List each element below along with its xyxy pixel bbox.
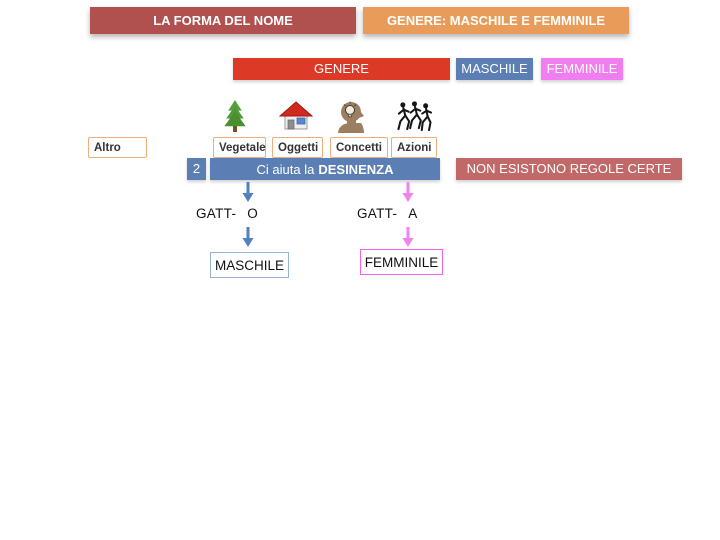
- down-arrow-pink-icon: [401, 182, 415, 202]
- desinenza-bar-text: Ci aiuta la: [256, 161, 315, 177]
- house-icon: [279, 100, 313, 133]
- category-label-altro: Altro: [88, 137, 147, 158]
- maschile-result-box: MASCHILE: [210, 252, 289, 278]
- desinenza-bar: [210, 158, 440, 180]
- category-label-azioni: Azioni: [391, 137, 437, 158]
- thinking-head-icon: [335, 100, 369, 133]
- masculine-root: GATT-: [196, 206, 237, 221]
- category-label-vegetale: Vegetale: [213, 137, 266, 158]
- masculine-ending: O: [247, 206, 259, 221]
- running-people-icon: [396, 100, 432, 133]
- step-number-badge: 2: [187, 158, 206, 180]
- category-label-oggetti: Oggetti: [272, 137, 323, 158]
- title-la-forma-del-nome: LA FORMA DEL NOME: [90, 7, 356, 34]
- feminine-ending: A: [408, 206, 418, 221]
- note-no-rules-bar: NON ESISTONO REGOLE CERTE: [456, 158, 682, 180]
- down-arrow-blue-icon: [241, 182, 255, 202]
- masculine-example: [196, 206, 258, 221]
- down-arrow-blue-icon: [241, 227, 255, 247]
- feminine-root: GATT-: [357, 206, 398, 221]
- femminile-chip: FEMMINILE: [541, 58, 623, 80]
- feminine-example: [357, 206, 418, 221]
- femminile-result-box: FEMMINILE: [360, 249, 443, 275]
- genere-bar: GENERE: [233, 58, 450, 80]
- title-genere-maschile-femminile: GENERE: MASCHILE E FEMMINILE: [363, 7, 629, 34]
- maschile-chip: MASCHILE: [456, 58, 533, 80]
- down-arrow-pink-icon: [401, 227, 415, 247]
- desinenza-bar-keyword: DESINENZA: [318, 161, 394, 177]
- category-label-concetti: Concetti: [330, 137, 388, 158]
- pine-tree-icon: [223, 100, 247, 133]
